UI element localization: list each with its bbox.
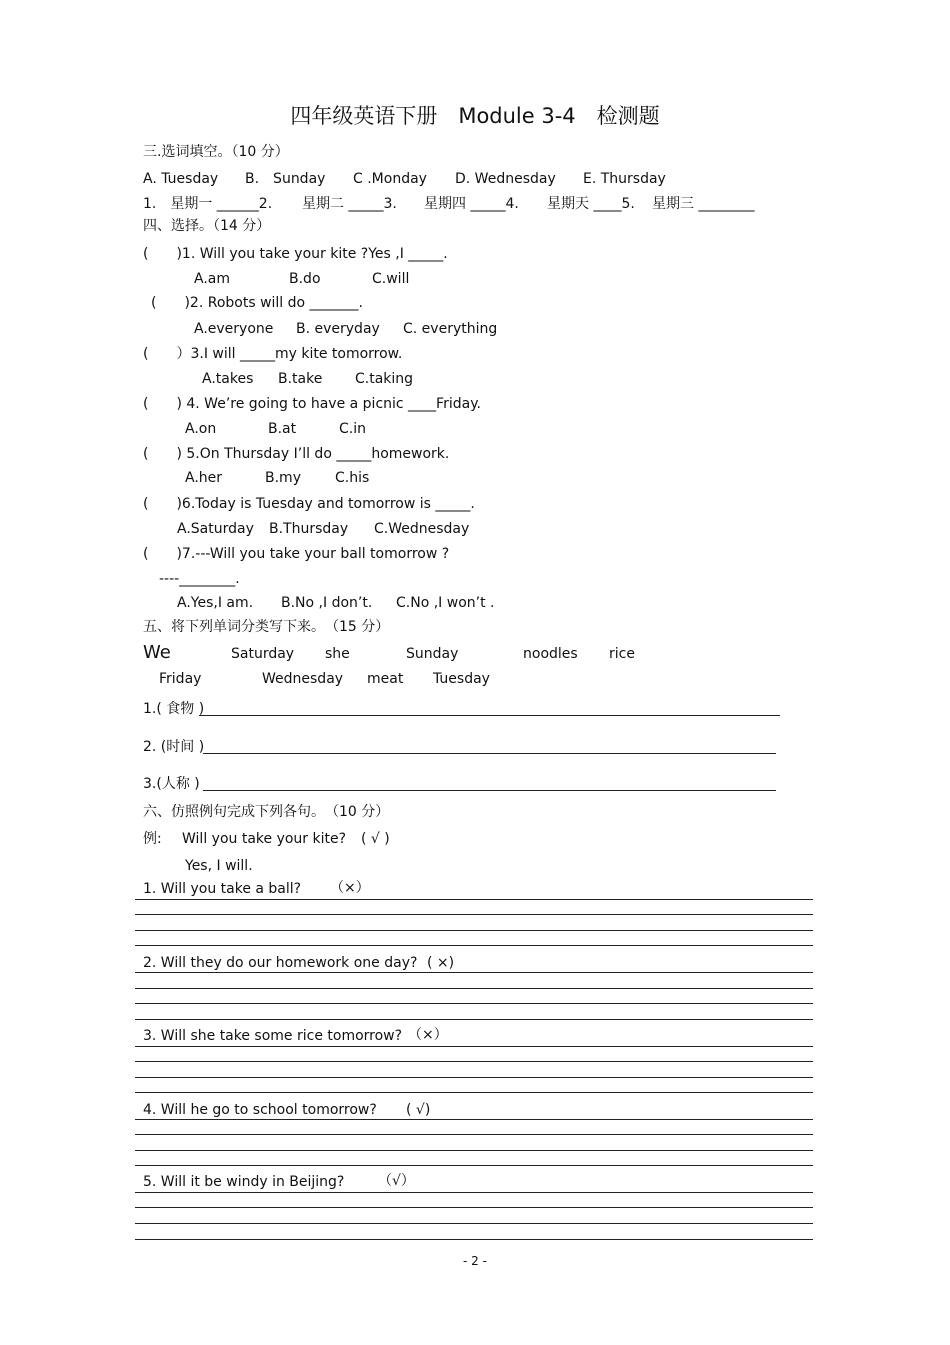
- writing-line: [135, 1119, 813, 1120]
- question-text: ( ) 5.On Thursday I’ll do _____homework.: [143, 446, 450, 462]
- word: Tuesday: [433, 671, 490, 687]
- writing-line: [135, 1092, 813, 1093]
- word: rice: [609, 646, 635, 662]
- category-label: 1.( 食物 ): [143, 701, 205, 717]
- section3-heading: 三.选词填空。（10 分）: [143, 144, 289, 160]
- question-option: C.his: [335, 470, 370, 486]
- writing-line: [135, 1077, 813, 1078]
- writing-line: [135, 1150, 813, 1151]
- word: meat: [367, 671, 404, 687]
- question-option: B.No ,I don’t.: [281, 595, 373, 611]
- writing-line: [135, 1003, 813, 1004]
- section6-heading: 六、仿照例句完成下列各句。 （10 分）: [143, 804, 390, 820]
- question-option: A.takes: [202, 371, 254, 387]
- writing-line: [135, 899, 813, 900]
- writing-line: [135, 945, 813, 946]
- question-option: A.her: [185, 470, 223, 486]
- question-text: ( )7.---Will you take your ball tomorrow ?: [143, 546, 450, 562]
- writing-line: [135, 1165, 813, 1166]
- answer-underline: [199, 715, 780, 716]
- page-title: 四年级英语下册 Module 3-4 检测题: [290, 104, 660, 128]
- question-option: C.in: [339, 421, 366, 437]
- writing-line: [135, 1134, 813, 1135]
- writing-line: [135, 1207, 813, 1208]
- section3-option: B. Sunday: [245, 171, 326, 187]
- section3-item: 星期二 _____3.: [302, 196, 397, 212]
- question-option: B.take: [278, 371, 323, 387]
- section3-item: 星期天 ____5.: [547, 196, 635, 212]
- question-text: ( ）3.I will _____my kite tomorrow.: [143, 346, 403, 362]
- question-option: A.on: [185, 421, 217, 437]
- question-option: B. everyday: [296, 321, 380, 337]
- exercise-mark: （√）: [378, 1173, 415, 1189]
- section4-heading: 四、选择。（14 分）: [143, 218, 271, 234]
- section5-heading: 五、将下列单词分类写下来。 （15 分）: [143, 619, 390, 635]
- answer-line: ----________.: [159, 571, 240, 587]
- writing-line: [135, 914, 813, 915]
- writing-line: [135, 1061, 813, 1062]
- word: noodles: [523, 646, 578, 662]
- exercise-question: 4. Will he go to school tomorrow?: [143, 1102, 377, 1118]
- question-option: B.at: [268, 421, 297, 437]
- question-option: B.Thursday: [269, 521, 349, 537]
- category-label: 3.(人称 ): [143, 776, 200, 792]
- question-option: C.will: [372, 271, 410, 287]
- word: Sunday: [406, 646, 459, 662]
- question-option: A.everyone: [194, 321, 274, 337]
- word: Friday: [159, 671, 202, 687]
- writing-line: [135, 1223, 813, 1224]
- question-option: C.No ,I won’t .: [396, 595, 495, 611]
- example-label: 例:: [143, 831, 162, 847]
- exercise-question: 2. Will they do our homework one day?: [143, 955, 418, 971]
- answer-underline: [203, 753, 776, 754]
- question-option: C.taking: [355, 371, 414, 387]
- writing-line: [135, 1046, 813, 1047]
- question-option: A.am: [194, 271, 230, 287]
- category-label: 2. (时间 ): [143, 739, 205, 755]
- writing-line: [135, 972, 813, 973]
- question-option: B.my: [265, 470, 301, 486]
- page-number: - 2 -: [463, 1254, 487, 1268]
- writing-line: [135, 1019, 813, 1020]
- exercise-question: 3. Will she take some rice tomorrow?: [143, 1028, 403, 1044]
- writing-line: [135, 1239, 813, 1240]
- answer-underline: [203, 790, 776, 791]
- section3-option: D. Wednesday: [455, 171, 556, 187]
- section3-item: 星期四 _____4.: [424, 196, 519, 212]
- word: Saturday: [231, 646, 295, 662]
- question-text: ( ) 4. We’re going to have a picnic ____Friday.: [143, 396, 481, 412]
- writing-line: [135, 988, 813, 989]
- exercise-question: 1. Will you take a ball?: [143, 881, 302, 897]
- word: she: [325, 646, 350, 662]
- question-option: B.do: [289, 271, 321, 287]
- exercise-mark: ( ×): [427, 955, 455, 971]
- section3-item: 星期三 ________: [652, 196, 755, 212]
- example-answer: Yes, I will.: [185, 858, 253, 874]
- section3-item: 1. 星期一 ______2.: [143, 196, 273, 212]
- writing-line: [135, 1192, 813, 1193]
- question-option: A.Saturday: [177, 521, 254, 537]
- section3-option: E. Thursday: [583, 171, 666, 187]
- exercise-question: 5. Will it be windy in Beijing?: [143, 1174, 345, 1190]
- example-mark: ( √ ): [361, 831, 390, 847]
- exercise-mark: （×）: [408, 1027, 448, 1043]
- question-option: C. everything: [403, 321, 498, 337]
- section3-option: A. Tuesday: [143, 171, 219, 187]
- section3-option: C .Monday: [353, 171, 427, 187]
- question-text: ( )6.Today is Tuesday and tomorrow is _____.: [143, 496, 475, 512]
- question-text: ( )1. Will you take your kite ?Yes ,I _____.: [143, 246, 448, 262]
- exercise-mark: ( √): [406, 1102, 431, 1118]
- question-option: C.Wednesday: [374, 521, 470, 537]
- example-question: Will you take your kite?: [182, 831, 347, 847]
- word: Wednesday: [262, 671, 344, 687]
- question-option: A.Yes,I am.: [177, 595, 254, 611]
- question-text: ( )2. Robots will do _______.: [151, 295, 364, 311]
- writing-line: [135, 930, 813, 931]
- exercise-mark: （×）: [330, 880, 370, 896]
- word: We: [143, 642, 171, 663]
